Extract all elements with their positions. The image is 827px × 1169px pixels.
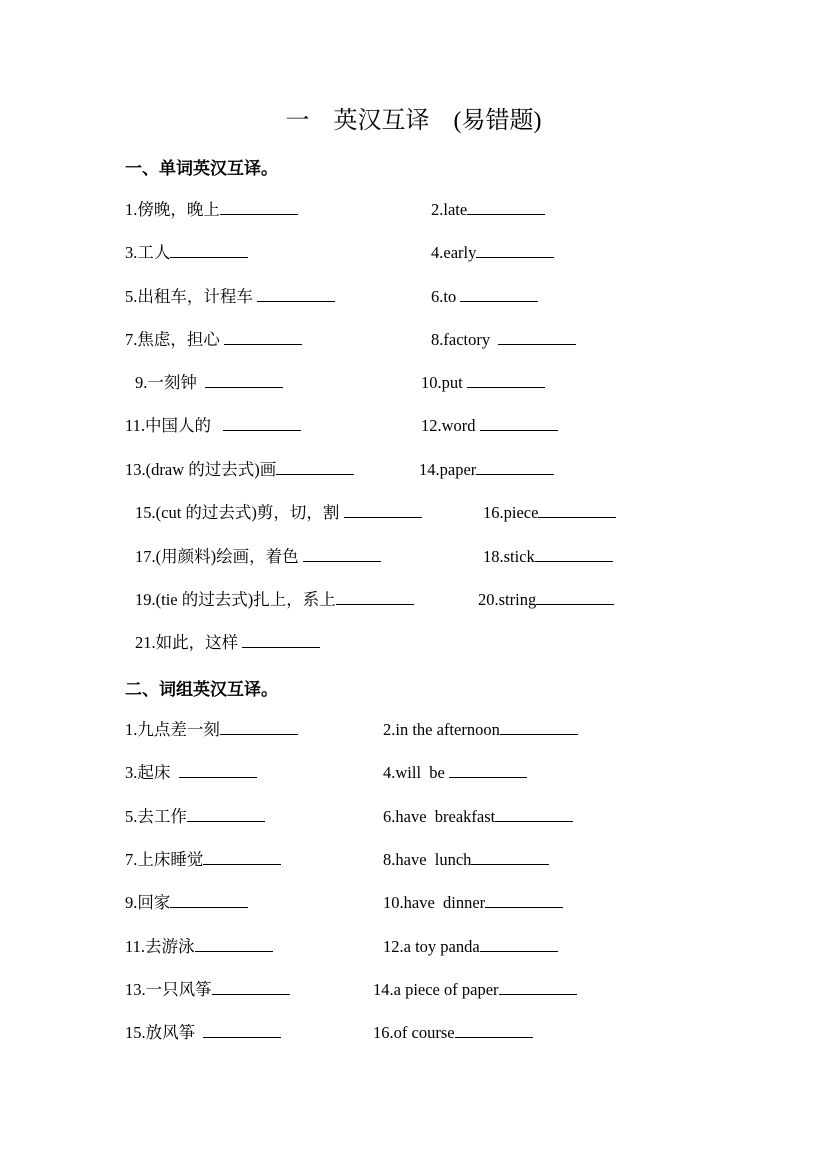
word-item: [125, 285, 335, 308]
word-item: [431, 198, 545, 221]
answer-blank[interactable]: [276, 458, 354, 475]
item-prompt: 12.a toy panda: [383, 937, 480, 956]
answer-blank[interactable]: [467, 371, 545, 388]
answer-blank[interactable]: [203, 848, 281, 865]
answer-blank[interactable]: [449, 761, 527, 778]
phrase-item: [383, 718, 578, 741]
item-prompt: 12.word: [421, 416, 480, 435]
word-item: [431, 241, 554, 264]
item-prompt: 3.起床: [125, 763, 179, 782]
item-prompt: 13.一只风筝: [125, 980, 212, 999]
item-prompt: 14.a piece of paper: [373, 980, 499, 999]
item-prompt: 15.(cut 的过去式)剪，切，割: [135, 503, 344, 522]
item-prompt: 16.of course: [373, 1023, 455, 1042]
item-prompt: 17.(用颜料)绘画，着色: [135, 547, 303, 566]
answer-blank[interactable]: [536, 588, 614, 605]
item-prompt: 1.傍晚，晚上: [125, 200, 220, 219]
phrase-item: [383, 891, 563, 914]
phrase-item: [125, 935, 273, 958]
phrase-item: [383, 805, 573, 828]
word-item: [135, 371, 283, 394]
item-prompt: 19.(tie 的过去式)扎上，系上: [135, 590, 336, 609]
item-prompt: 10.put: [421, 373, 467, 392]
word-item: [431, 285, 538, 308]
word-item: [483, 545, 613, 568]
item-prompt: 1.九点差一刻: [125, 720, 220, 739]
item-prompt: 5.出租车，计程车: [125, 287, 257, 306]
answer-blank[interactable]: [467, 198, 545, 215]
answer-blank[interactable]: [500, 718, 578, 735]
answer-blank[interactable]: [460, 285, 538, 302]
phrase-item: [383, 761, 527, 784]
item-prompt: 4.will be: [383, 763, 449, 782]
section-heading: 二、词组英汉互译。: [125, 680, 278, 699]
phrase-item: [125, 718, 298, 741]
phrase-item: [373, 978, 577, 1001]
answer-blank[interactable]: [344, 501, 422, 518]
item-prompt: 18.stick: [483, 547, 535, 566]
answer-blank[interactable]: [203, 1021, 281, 1038]
answer-blank[interactable]: [242, 631, 320, 648]
item-prompt: 3.工人: [125, 243, 171, 262]
answer-blank[interactable]: [170, 241, 248, 258]
answer-blank[interactable]: [187, 805, 265, 822]
answer-blank[interactable]: [480, 414, 558, 431]
phrase-item: [125, 805, 265, 828]
word-item: [419, 458, 554, 481]
answer-blank[interactable]: [480, 935, 558, 952]
phrase-item: [125, 761, 257, 784]
answer-blank[interactable]: [499, 978, 577, 995]
word-item: [421, 414, 558, 437]
answer-blank[interactable]: [170, 891, 248, 908]
section-heading: 一、单词英汉互译。: [125, 159, 278, 178]
answer-blank[interactable]: [303, 545, 381, 562]
word-item: [478, 588, 614, 611]
word-item: [125, 458, 354, 481]
item-prompt: 15.放风筝: [125, 1023, 204, 1042]
phrase-item: [383, 935, 558, 958]
word-item: [421, 371, 545, 394]
item-prompt: 7.上床睡觉: [125, 850, 204, 869]
answer-blank[interactable]: [471, 848, 549, 865]
word-item: [125, 328, 302, 351]
phrase-item: [373, 1021, 533, 1044]
answer-blank[interactable]: [485, 891, 563, 908]
word-item: [135, 631, 320, 654]
word-item: [431, 328, 576, 351]
item-prompt: 20.string: [478, 590, 537, 609]
item-prompt: 2.in the afternoon: [383, 720, 500, 739]
answer-blank[interactable]: [212, 978, 290, 995]
item-prompt: 9.回家: [125, 893, 171, 912]
answer-blank[interactable]: [223, 414, 301, 431]
item-prompt: 2.late: [431, 200, 468, 219]
item-prompt: 6.have breakfast: [383, 807, 496, 826]
page-title: 一 英汉互译 (易错题): [285, 108, 542, 134]
answer-blank[interactable]: [455, 1021, 533, 1038]
item-prompt: 9.一刻钟: [135, 373, 206, 392]
word-item: [125, 241, 248, 264]
item-prompt: 6.to: [431, 287, 461, 306]
answer-blank[interactable]: [257, 285, 335, 302]
phrase-item: [125, 891, 248, 914]
item-prompt: 16.piece: [483, 503, 539, 522]
word-item: [483, 501, 616, 524]
answer-blank[interactable]: [224, 328, 302, 345]
item-prompt: 14.paper: [419, 460, 477, 479]
word-item: [135, 545, 381, 568]
item-prompt: 21.如此，这样: [135, 633, 243, 652]
answer-blank[interactable]: [535, 545, 613, 562]
word-item: [125, 198, 298, 221]
word-item: [135, 588, 414, 611]
answer-blank[interactable]: [476, 458, 554, 475]
item-prompt: 10.have dinner: [383, 893, 486, 912]
item-prompt: 8.have lunch: [383, 850, 472, 869]
answer-blank[interactable]: [336, 588, 414, 605]
item-prompt: 11.中国人的: [125, 416, 224, 435]
item-prompt: 4.early: [431, 243, 477, 262]
answer-blank[interactable]: [220, 198, 298, 215]
answer-blank[interactable]: [205, 371, 283, 388]
answer-blank[interactable]: [498, 328, 576, 345]
answer-blank[interactable]: [179, 761, 257, 778]
phrase-item: [125, 978, 290, 1001]
answer-blank[interactable]: [495, 805, 573, 822]
answer-blank[interactable]: [220, 718, 298, 735]
item-prompt: 7.焦虑，担心: [125, 330, 224, 349]
phrase-item: [125, 1021, 281, 1044]
item-prompt: 8.factory: [431, 330, 499, 349]
word-item: [125, 414, 301, 437]
item-prompt: 13.(draw 的过去式)画: [125, 460, 277, 479]
answer-blank[interactable]: [538, 501, 616, 518]
item-prompt: 5.去工作: [125, 807, 187, 826]
item-prompt: 11.去游泳: [125, 937, 195, 956]
phrase-item: [125, 848, 281, 871]
answer-blank[interactable]: [195, 935, 273, 952]
answer-blank[interactable]: [476, 241, 554, 258]
word-item: [135, 501, 422, 524]
phrase-item: [383, 848, 549, 871]
